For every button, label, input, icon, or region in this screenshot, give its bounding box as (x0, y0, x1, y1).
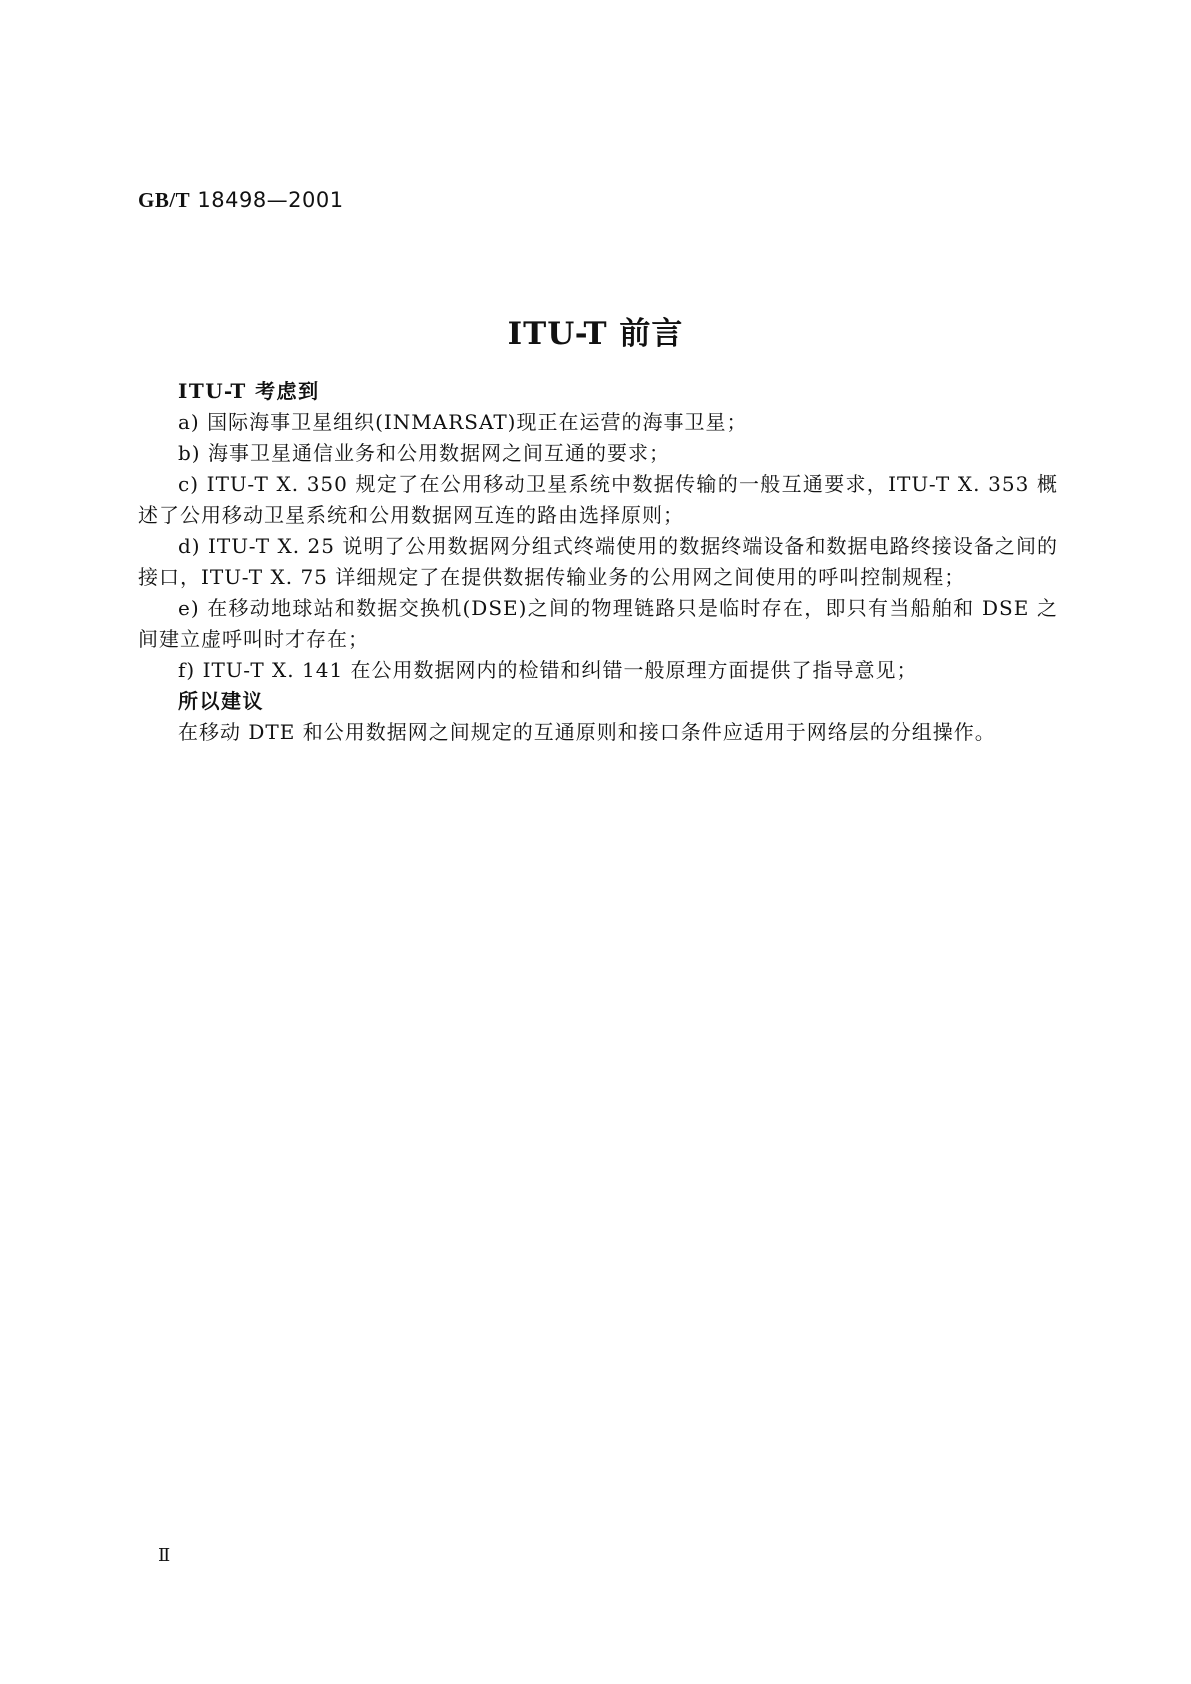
list-item-a: a) 国际海事卫星组织(INMARSAT)现正在运营的海事卫星； (178, 410, 748, 434)
list-item-b: b) 海事卫星通信业务和公用数据网之间互通的要求； (178, 441, 670, 465)
list-item-f: f) ITU-T X. 141 在公用数据网内的检错和纠错一般原理方面提供了指导意见； (178, 658, 918, 682)
standard-prefix: GB/T (138, 188, 191, 212)
considering-heading: ITU-T 考虑到 (178, 379, 320, 403)
list-item-e: e) 在移动地球站和数据交换机(DSE)之间的物理链路只是临时存在，即只有当船舶和 DSE 之间建立虚呼叫时才存在； (138, 596, 1058, 651)
standard-number: 18498—2001 (197, 188, 344, 212)
preface-body (138, 376, 1058, 748)
list-item-d: d) ITU-T X. 25 说明了公用数据网分组式终端使用的数据终端设备和数据电路终接设备之间的接口，ITU-T X. 75 详细规定了在提供数据传输业务的公用网之间使用的呼叫控制规程； (138, 534, 1058, 589)
page-title: ITU-T 前言 (507, 316, 684, 352)
recommends-heading: 所以建议 (178, 689, 264, 713)
recommendation-text: 在移动 DTE 和公用数据网之间规定的互通原则和接口条件应适用于网络层的分组操作。 (178, 720, 996, 744)
standard-code (138, 188, 344, 213)
page-number: Ⅱ (158, 1545, 171, 1566)
list-item-c: c) ITU-T X. 350 规定了在公用移动卫星系统中数据传输的一般互通要求，ITU-T X. 353 概述了公用移动卫星系统和公用数据网互连的路由选择原则； (138, 472, 1058, 527)
